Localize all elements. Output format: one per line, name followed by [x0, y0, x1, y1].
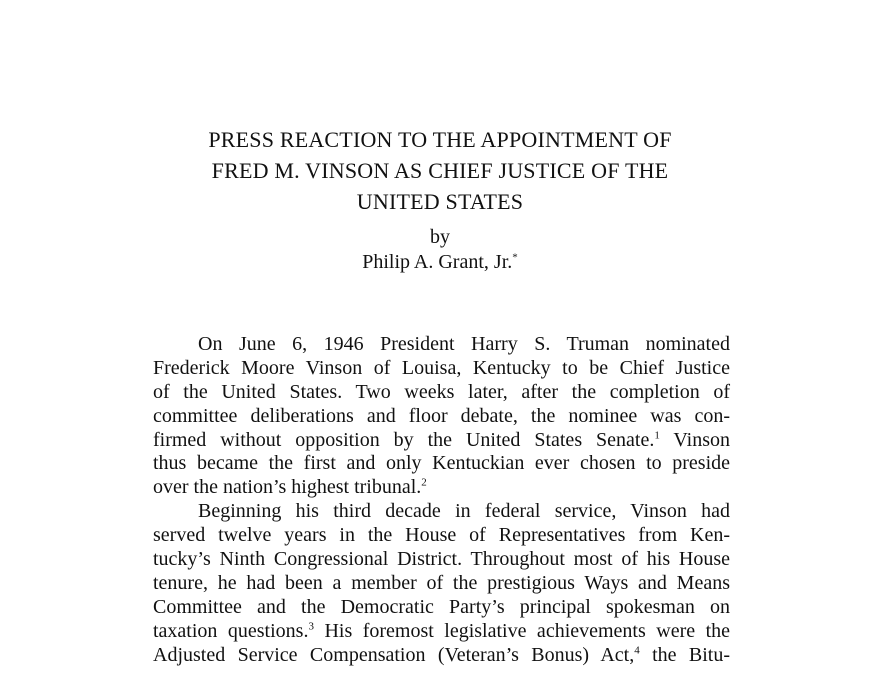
footnote-ref-4: 4 — [634, 643, 640, 656]
byline — [150, 225, 730, 275]
author-line — [150, 250, 730, 275]
body-line: Beginning his third decade in federal service, Vinson had — [198, 500, 730, 523]
body-line: tucky’s Ninth Congressional District. Throughout most of his House — [153, 548, 730, 571]
body-line: committee deliberations and floor debate, the nominee was con- — [153, 404, 730, 427]
body-line: taxation questions.$^3$ His foremost legislative achievements were the — [153, 619, 731, 642]
footnote-ref-2: 2 — [421, 476, 427, 489]
body-line: firmed without opposition by the United States Senate.$^1$ Vinson — [153, 428, 730, 451]
footnote-ref-1: 1 — [654, 428, 660, 441]
body-line: served twelve years in the House of Representatives from Ken- — [153, 524, 730, 547]
body-line: tenure, he had been a member of the prestigious Ways and Means — [153, 571, 730, 594]
author-name: Philip A. Grant, Jr. — [362, 251, 513, 273]
by-label: by — [430, 226, 450, 248]
body-line: thus became the first and only Kentuckian ever chosen to preside — [153, 452, 730, 475]
article-body — [153, 333, 730, 667]
body-line: Frederick Moore Vinson of Louisa, Kentucky to be Chief Justice — [153, 356, 730, 379]
title-line-1: PRESS REACTION TO THE APPOINTMENT OF — [208, 127, 672, 152]
article-title — [150, 124, 730, 217]
body-line: Adjusted Service Compensation (Veteran’s Bonus) Act,$^4$ the Bitu- — [153, 643, 731, 666]
body-line: over the nation’s highest tribunal.$^2$ — [153, 476, 427, 499]
footnote-ref-3: 3 — [308, 620, 314, 633]
body-line: of the United States. Two weeks later, after the completion of — [153, 380, 730, 403]
author-footnote-mark: * — [512, 251, 518, 264]
body-line: Committee and the Democratic Party’s principal spokesman on — [153, 595, 730, 618]
title-line-2: FRED M. VINSON AS CHIEF JUSTICE OF THE — [211, 158, 669, 183]
title-line-3: UNITED STATES — [356, 189, 524, 214]
body-line: On June 6, 1946 President Harry S. Truman nominated — [198, 333, 730, 355]
